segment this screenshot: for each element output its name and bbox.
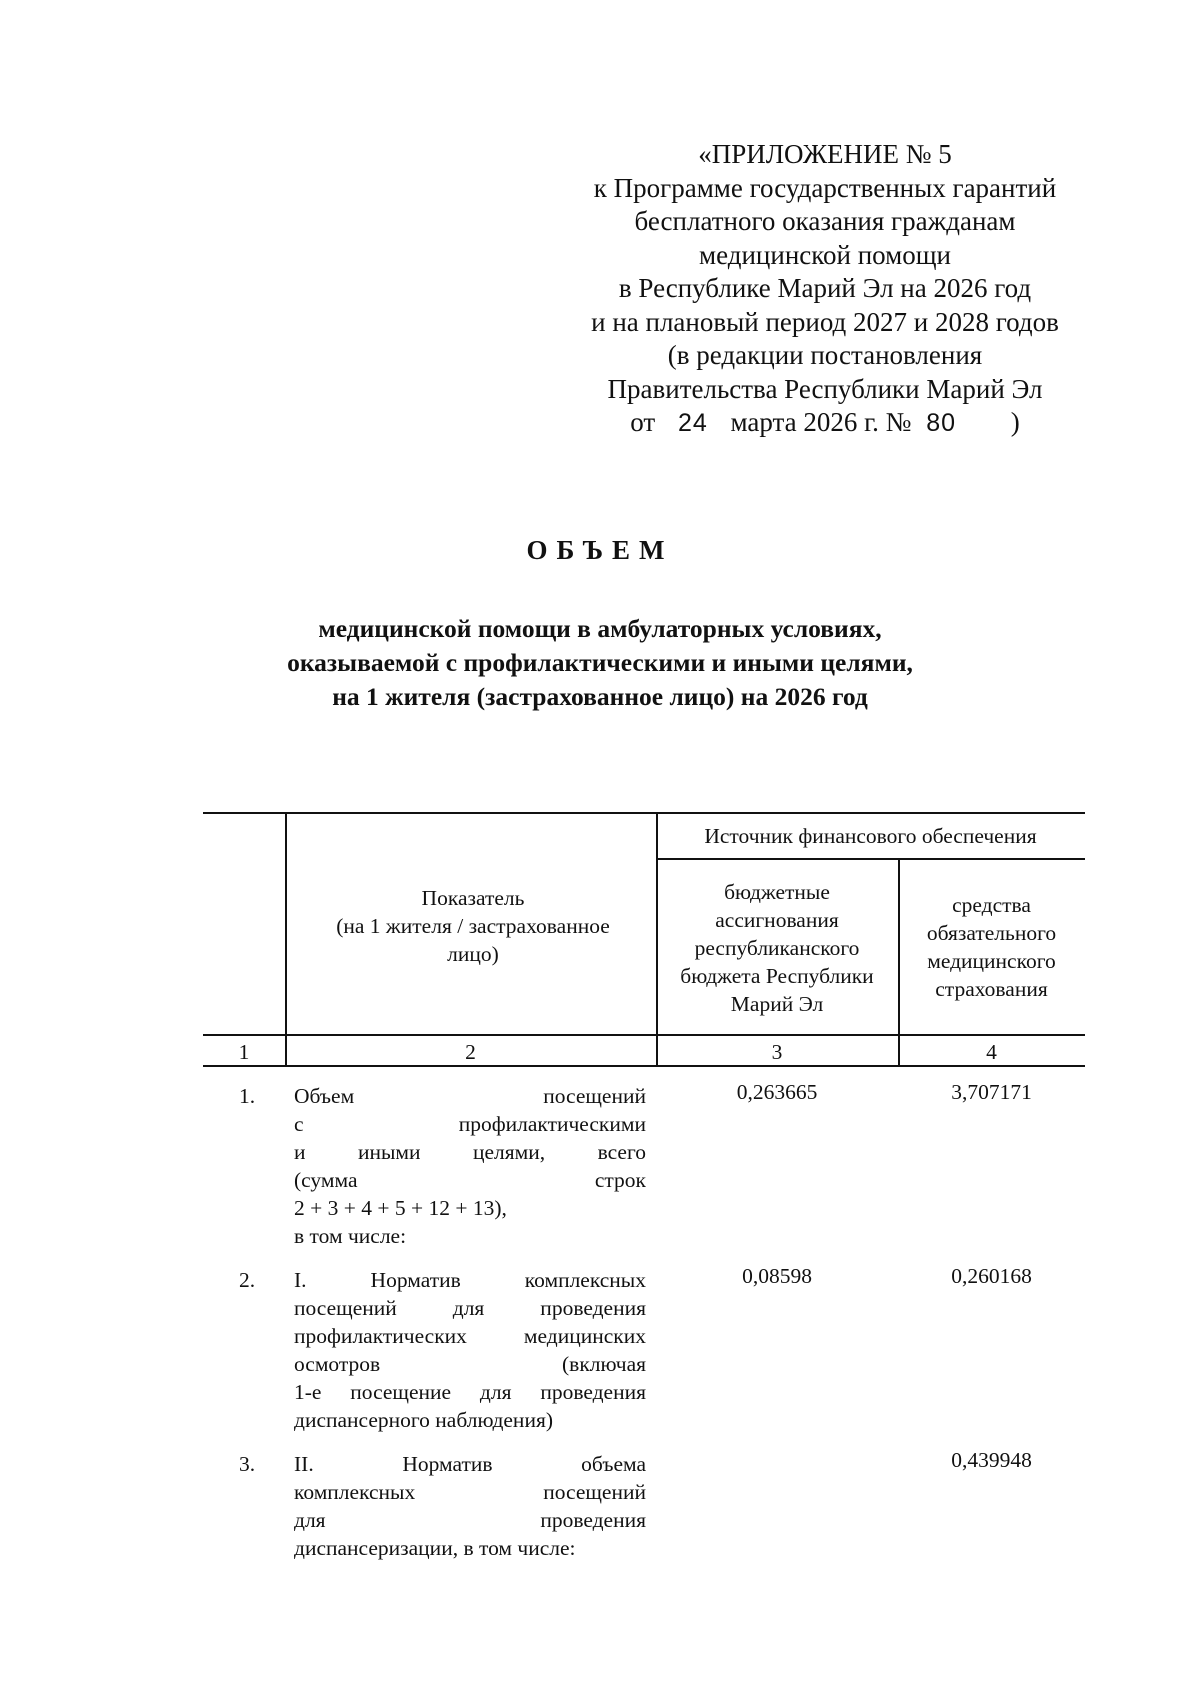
header-indicator-line: (на 1 жителя / застрахованное: [336, 914, 610, 938]
header-budget-line: Марий Эл: [730, 992, 824, 1016]
appendix-line: «ПРИЛОЖЕНИЕ № 5: [698, 139, 952, 169]
column-number: 4: [986, 1040, 997, 1064]
resolution-date-line: [560, 406, 1090, 441]
row-text-line: профилактических медицинских: [294, 1324, 646, 1348]
document-title: ОБЪЕМ: [526, 535, 674, 565]
budget-value: 0,08598: [742, 1264, 812, 1288]
row-text-line: I. Норматив комплексных: [294, 1268, 646, 1292]
header-budget-line: бюджетные: [724, 880, 830, 904]
date-suffix: ): [1010, 407, 1020, 437]
row-text-line: Объем посещений: [294, 1084, 646, 1108]
header-oms-line: средства: [952, 893, 1031, 917]
row-number: 3.: [238, 1452, 256, 1476]
row-number: 1.: [238, 1084, 256, 1108]
subtitle-line: медицинской помощи в амбулаторных условиях,: [318, 614, 882, 643]
header-oms-line: медицинского: [927, 949, 1056, 973]
oms-value: 0,439948: [951, 1448, 1032, 1472]
column-number: 3: [771, 1040, 783, 1064]
budget-value: 0,263665: [736, 1080, 818, 1104]
oms-value: 3,707171: [951, 1080, 1032, 1104]
row-indicator-text: [294, 1082, 646, 1250]
row-text-line: II. Норматив объема: [294, 1452, 646, 1476]
source-header-border: [656, 858, 1085, 860]
header-indicator-line: лицо): [447, 942, 499, 966]
header-budget: [656, 878, 898, 1018]
row-text-line: 1-е посещение для проведения: [294, 1380, 646, 1404]
header-indicator-line: Показатель: [421, 886, 525, 910]
row-text-line: диспансеризации, в том числе:: [294, 1536, 576, 1560]
appendix-line: Правительства Республики Марий Эл: [607, 373, 1043, 404]
header-budget-line: бюджета Республики: [680, 964, 874, 988]
row-text-line: комплексных посещений: [294, 1480, 646, 1504]
header-funding-source: Источник финансового обеспечения: [704, 824, 1037, 848]
row-text-line: и иными целями, всего: [294, 1140, 646, 1164]
row-text-line: с профилактическими: [294, 1112, 646, 1136]
appendix-line: и на плановый период 2027 и 2028 годов: [591, 306, 1059, 337]
row-number: 2.: [238, 1268, 256, 1292]
header-oms-line: обязательного: [926, 921, 1057, 945]
date-middle: марта 2026 г. №: [730, 407, 912, 437]
row-text-line: (сумма строк: [294, 1168, 646, 1192]
appendix-line: (в редакции постановления: [667, 340, 983, 370]
header-bottom-border: [203, 1034, 1085, 1036]
date-day: 24: [677, 409, 708, 437]
row-text-line: осмотров (включая: [294, 1352, 646, 1376]
document-subtitle: [0, 612, 1200, 714]
row-text-line: 2 + 3 + 4 + 5 + 12 + 13),: [294, 1196, 507, 1220]
header-oms: [898, 891, 1085, 1003]
column-number: 1: [238, 1040, 250, 1064]
appendix-line: медицинской помощи: [699, 239, 951, 270]
header-budget-line: республиканского: [694, 936, 860, 960]
row-text-line: в том числе:: [294, 1224, 407, 1248]
colnum-bottom-border: [203, 1065, 1085, 1067]
row-indicator-text: [294, 1266, 646, 1434]
column-number: 2: [465, 1040, 476, 1064]
oms-value: 0,260168: [951, 1264, 1032, 1288]
appendix-header: [560, 138, 1090, 441]
row-text-line: диспансерного наблюдения): [294, 1408, 553, 1432]
table-top-border: [203, 812, 1085, 814]
appendix-line: к Программе государственных гарантий: [593, 172, 1057, 203]
header-indicator: [300, 884, 646, 968]
date-prefix: от: [630, 407, 656, 437]
resolution-number: 80: [926, 409, 956, 437]
header-budget-line: ассигнования: [715, 908, 839, 932]
subtitle-line: оказываемой с профилактическими и иными целями,: [287, 648, 913, 677]
header-oms-line: страхования: [935, 977, 1048, 1001]
row-text-line: посещений для проведения: [294, 1296, 646, 1320]
row-indicator-text: [294, 1450, 646, 1562]
appendix-line: бесплатного оказания гражданам: [634, 206, 1016, 236]
subtitle-line: на 1 жителя (застрахованное лицо) на 2026 год: [332, 682, 868, 711]
row-text-line: для проведения: [294, 1508, 646, 1532]
col-divider: [285, 812, 287, 1066]
appendix-line: в Республике Марий Эл на 2026 год: [618, 273, 1032, 303]
